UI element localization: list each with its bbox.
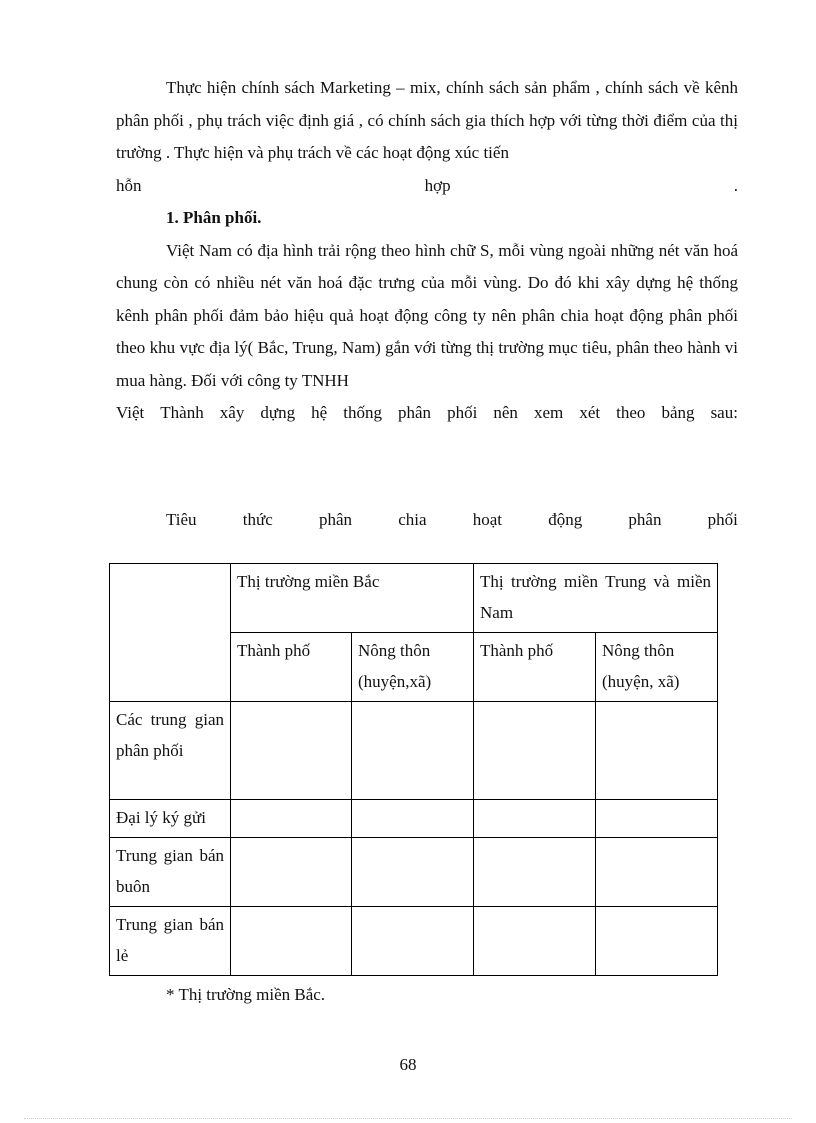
table-cell [596, 702, 718, 800]
header-rural-south: Nông thôn (huyện, xã) [596, 633, 718, 702]
caption-word: chia [398, 509, 427, 529]
table-cell [474, 838, 596, 907]
table-row [110, 702, 718, 800]
header-city-south: Thành phố [474, 633, 596, 702]
caption-word: Tiêu [166, 509, 197, 529]
distribution-last-line [116, 397, 738, 430]
word: thống [343, 403, 382, 422]
word: xây [219, 403, 245, 422]
intro-word: hợp [424, 175, 451, 195]
word: dựng [260, 403, 296, 422]
row-label: Trung gian bán buôn [110, 838, 231, 907]
word: phân [398, 403, 432, 422]
word: Việt [116, 403, 145, 422]
table-cell [474, 907, 596, 976]
empty-corner-cell [110, 564, 231, 702]
intro-last-line [116, 170, 738, 203]
table-cell [596, 907, 718, 976]
table-cell [352, 702, 474, 800]
header-city-north: Thành phố [231, 633, 352, 702]
table-cell [474, 800, 596, 838]
header-north: Thị trường miền Bắc [231, 564, 474, 633]
table-row [110, 838, 718, 907]
table-caption [116, 504, 738, 537]
page-content [116, 72, 738, 536]
intro-period: . [733, 175, 738, 195]
word: nên [493, 403, 518, 422]
row-label: Đại lý ký gửi [110, 800, 231, 838]
caption-word: phân [628, 509, 662, 529]
note-north-market: * Thị trường miền Bắc. [166, 985, 326, 1004]
table-cell [474, 702, 596, 800]
spacer [116, 430, 738, 504]
table-row [110, 564, 718, 633]
caption-word: phối [707, 509, 738, 529]
word: Thành [160, 403, 204, 422]
word: hệ [311, 403, 328, 422]
word: xem [533, 403, 564, 422]
table-cell [596, 800, 718, 838]
distribution-table [109, 563, 718, 976]
intro-word: hỗn [116, 175, 142, 195]
caption-word: động [548, 509, 583, 529]
table-row [110, 907, 718, 976]
header-central-south: Thị trường miền Trung và miền Nam [474, 564, 718, 633]
caption-word: thức [242, 509, 273, 529]
section-heading: 1. Phân phối. [166, 208, 262, 227]
table-cell [352, 907, 474, 976]
intro-paragraph: Thực hiện chính sách Marketing – mix, chính sách sản phẩm , chính sách về kênh phân phối , phụ trách việc định giá , có chính sách gia thích hợp với từng thời điểm của thị trường . Thực hiện và phụ trách về các hoạt động xúc tiến [116, 78, 738, 162]
table-cell [231, 838, 352, 907]
word: sau: [710, 403, 738, 422]
word: theo [616, 403, 646, 422]
caption-word: phân [318, 509, 352, 529]
table-cell [352, 838, 474, 907]
page-bottom-divider [24, 1118, 792, 1119]
table-row [110, 800, 718, 838]
table-cell [596, 838, 718, 907]
word: bảng [661, 403, 695, 422]
row-label: Các trung gian phân phối [110, 702, 231, 800]
page-number: 68 [399, 1055, 417, 1074]
header-rural-north: Nông thôn (huyện,xã) [352, 633, 474, 702]
word: xét [579, 403, 601, 422]
table-cell [231, 907, 352, 976]
row-label: Trung gian bán lẻ [110, 907, 231, 976]
word: phối [447, 403, 478, 422]
caption-word: hoạt [472, 509, 503, 529]
table-cell [231, 800, 352, 838]
distribution-paragraph: Việt Nam có địa hình trải rộng theo hình chữ S, mỗi vùng ngoài những nét văn hoá chung còn có nhiều nét văn hoá đặc trưng của mỗi vùng. Do đó khi xây dựng hệ thống kênh phân phối đảm bảo hiệu quả hoạt động công ty nên phân chia hoạt động phân phối theo khu vực địa lý( Bắc, Trung, Nam) gắn với từng thị trường mục tiêu, phân theo hành vi mua hàng. Đối với công ty TNHH [116, 240, 738, 390]
table-cell [231, 702, 352, 800]
table-cell [352, 800, 474, 838]
